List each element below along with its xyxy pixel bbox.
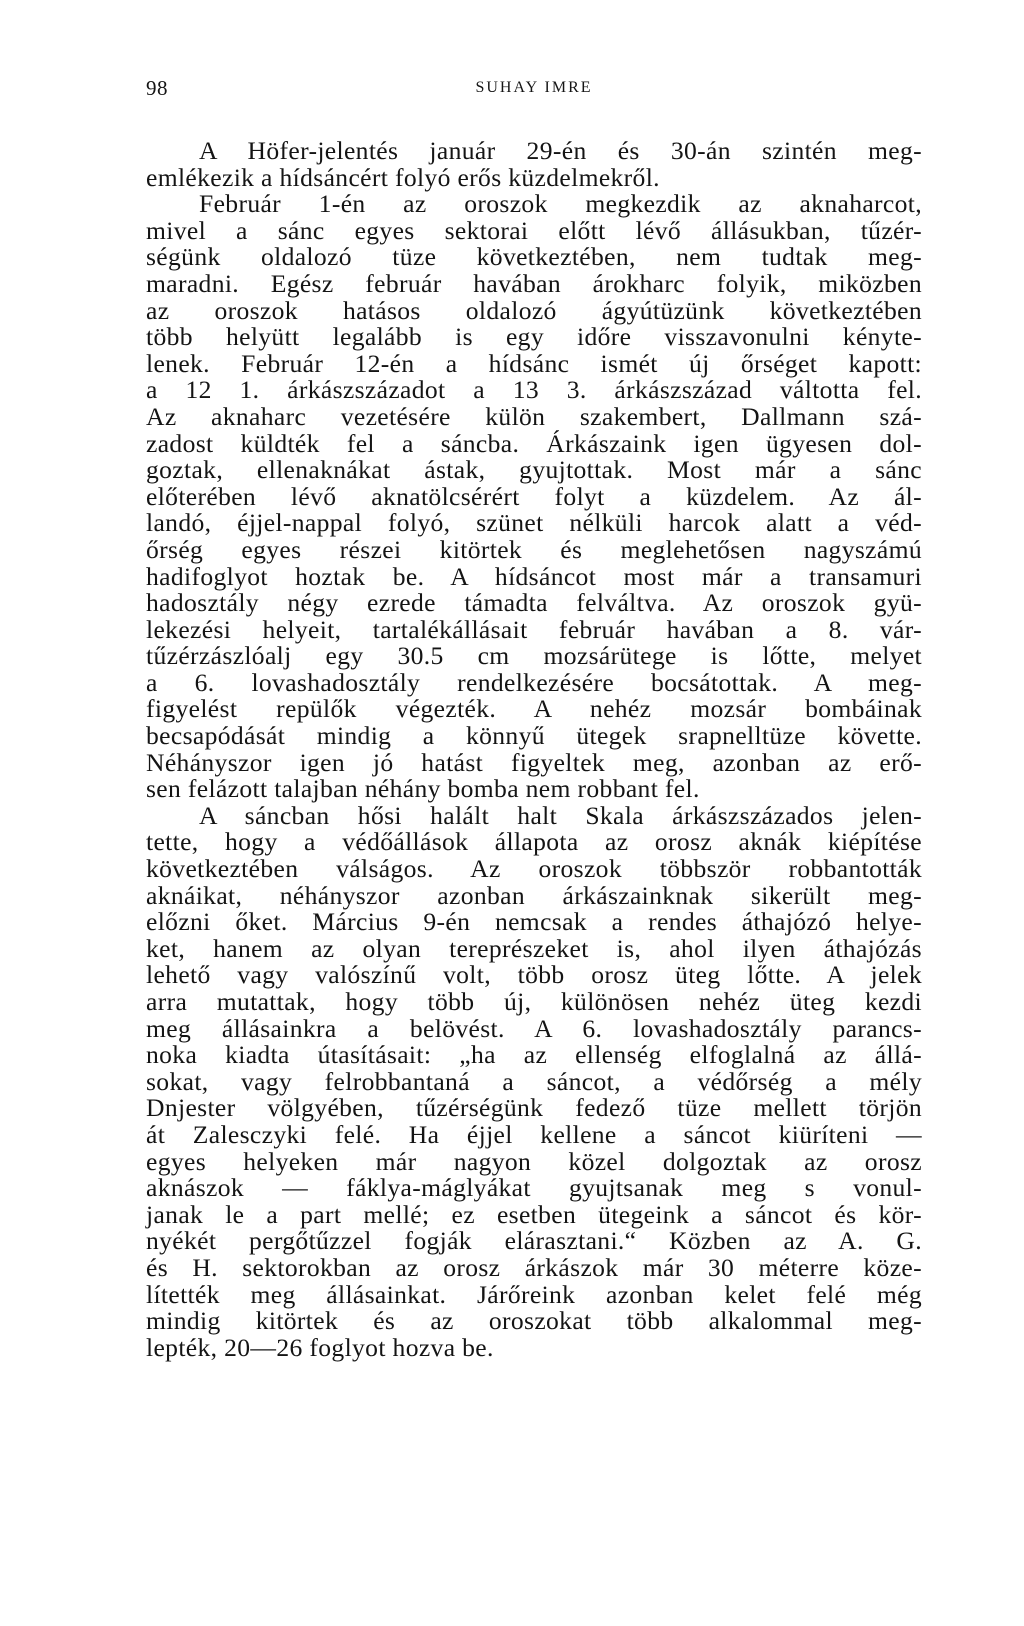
text-line: A sáncban hősi halált halt Skala árkászszázados jelen- — [199, 800, 922, 830]
text-line: a 12 1. árkászszázadot a 13 3. árkászszázad váltotta fel. — [146, 375, 922, 405]
text-line: landó, éjjel-nappal folyó, szünet nélküli harcok alatt a véd- — [146, 508, 922, 538]
text-line: zadost küldték fel a sáncba. Árkászaink igen ügyesen dol- — [146, 428, 922, 458]
text-line: meg állásainkra a belövést. A 6. lovashadosztály parancs- — [146, 1013, 922, 1043]
running-head: SUHAY IMRE — [475, 79, 593, 96]
text-line: több helyütt legalább is egy időre visszavonulni kényte- — [146, 322, 922, 352]
text-line: mivel a sánc egyes sektorai előtt lévő állásukban, tűzér- — [146, 215, 922, 245]
text-line: emlékezik a hídsáncért folyó erős küzdelmekről. — [146, 162, 660, 192]
text-line: Február 1-én az oroszok megkezdik az aknaharcot, — [199, 189, 922, 219]
text-line: janak le a part mellé; ez esetben ütegeink a sáncot és kör- — [146, 1199, 922, 1229]
paragraph — [146, 138, 922, 191]
text-line: ségünk oldalozó tüze következtében, nem tudtak meg- — [146, 242, 922, 272]
text-line: nyékét pergőtűzzel fogják elárasztani.“ Közben az A. G. — [146, 1226, 922, 1256]
text-line: következtében válságos. Az oroszok többször robbantották — [146, 854, 922, 884]
text-line: előterében lévő aknatölcsérért folyt a küzdelem. Az ál- — [146, 481, 922, 511]
text-line: előzni őket. Március 9-én nemcsak a rendes áthajózó helye- — [146, 907, 922, 937]
text-line: aknáikat, néhányszor azonban árkászainknak sikerült meg- — [146, 880, 922, 910]
body-text — [146, 138, 922, 1361]
text-line: arra mutattak, hogy több új, különösen nehéz üteg kezdi — [146, 987, 922, 1016]
text-line: figyelést repülők végezték. A nehéz mozsár bombáinak — [146, 694, 922, 724]
paragraph — [146, 191, 922, 803]
text-line: lítették meg állásainkat. Járőreink azonban kelet felé még — [146, 1279, 922, 1309]
text-line: Néhányszor igen jó hatást figyeltek meg, azonban az erő- — [146, 747, 922, 777]
text-line: mindig kitörtek és az oroszokat több alkalommal meg- — [146, 1306, 922, 1336]
text-line: noka kiadta útasításait: „ha az ellenség elfoglalná az állá- — [146, 1040, 922, 1070]
text-line: lehető vagy valószínű volt, több orosz üteg lőtte. A jelek — [146, 960, 922, 990]
text-line: hadosztály négy ezrede támadta felváltva. Az oroszok gyü- — [146, 588, 922, 618]
text-line: hadifoglyot hoztak be. A hídsáncot most már a transamuri — [146, 561, 922, 591]
text-line: a 6. lovashadosztály rendelkezésére bocsátottak. A meg- — [146, 667, 922, 697]
text-line: át Zalesczyki felé. Ha éjjel kellene a sáncot kiüríteni — — [146, 1119, 922, 1149]
text-line: Az aknaharc vezetésére külön szakembert, Dallmann szá- — [146, 401, 922, 431]
text-line: sen felázott talajban néhány bomba nem robbant fel. — [146, 774, 700, 804]
page-number: 98 — [146, 76, 168, 100]
text-line: lekezési helyeit, tartalékállásait február havában a 8. vár- — [146, 614, 922, 644]
text-line: goztak, ellenaknákat ástak, gyujtottak. Most már a sánc — [146, 455, 922, 485]
text-line: tűzérzászlóalj egy 30.5 cm mozsárütege is lőtte, melyet — [146, 641, 922, 671]
text-line: tette, hogy a védőállások állapota az orosz aknák kiépítése — [146, 827, 922, 857]
paragraph — [146, 800, 922, 1362]
text-line: lepték, 20—26 foglyot hozva be. — [146, 1332, 494, 1362]
text-line: egyes helyeken már nagyon közel dolgoztak az orosz — [146, 1146, 922, 1176]
text-line: őrség egyes részei kitörtek és meglehetősen nagyszámú — [146, 534, 922, 564]
text-line: aknászok — fáklya-máglyákat gyujtsanak meg s vonul- — [146, 1173, 922, 1203]
text-line: A Höfer-jelentés január 29-én és 30-án szintén meg- — [199, 136, 922, 165]
text-line: lenek. Február 12-én a hídsánc ismét új őrséget kapott: — [146, 348, 922, 378]
page-header — [146, 76, 922, 106]
text-line: ket, hanem az olyan tereprészeket is, ahol ilyen áthajózás — [146, 933, 922, 963]
text-line: becsapódását mindig a könnyű ütegek srapnelltüze követte. — [146, 721, 922, 751]
text-line: és H. sektorokban az orosz árkászok már 30 méterre köze- — [146, 1252, 922, 1282]
text-line: maradni. Egész február havában árokharc folyik, miközben — [146, 268, 922, 298]
text-line: az oroszok hatásos oldalozó ágyútüzünk következtében — [146, 295, 922, 325]
text-line: Dnjester völgyében, tűzérségünk fedező tüze mellett törjön — [146, 1093, 922, 1123]
text-line: sokat, vagy felrobbantaná a sáncot, a védőrség a mély — [146, 1066, 922, 1096]
